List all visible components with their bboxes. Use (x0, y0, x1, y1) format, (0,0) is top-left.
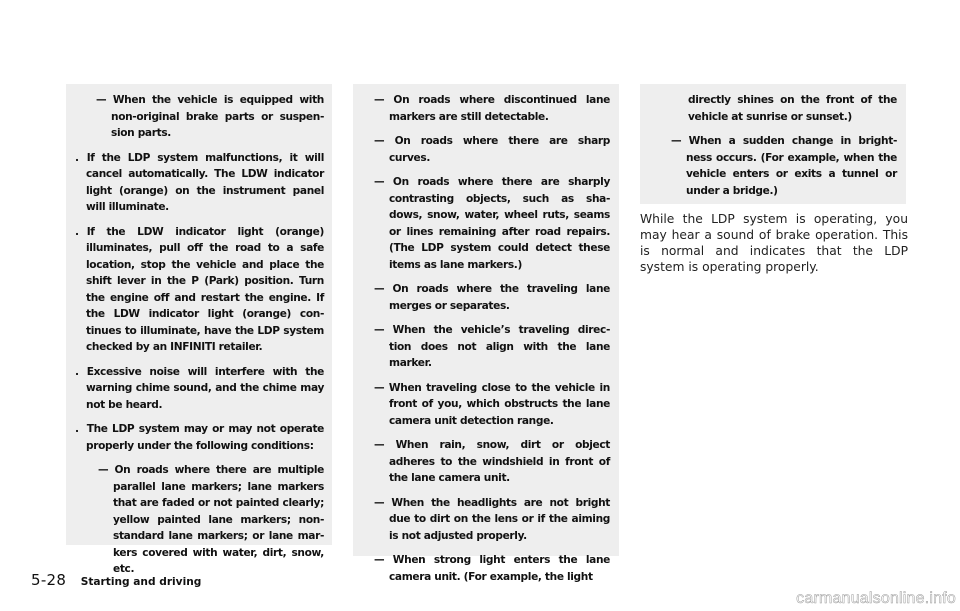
dash-item: — On roads where there are sharp curves. (374, 135, 610, 164)
note-box-left (66, 84, 332, 575)
dash-item: — When strong light enters the lane camera unit. (For example, the light (374, 554, 610, 583)
page-footer (31, 571, 201, 590)
bullet-icon: . (75, 423, 79, 435)
body-paragraph: While the LDP system is operating, you may hear a sound of brake operation. This is normal and indicates that the LDP system is operating properly. (640, 212, 908, 274)
dash-item-continued: directly shines on the front of the vehicle at sunrise or sunset.) (688, 94, 897, 123)
bullet-item: . The LDP system may or may not operate properly under the following conditions: (75, 423, 324, 452)
bullet-item: . Excessive noise will interfere with the warning chime sound, and the chime may not be heard. (75, 365, 324, 411)
bullet-icon: . (75, 151, 79, 164)
dash-item: — When a sudden change in bright- ness occurs. (For example, when the vehicle enters or exits a tunnel or under a bridge.) (671, 135, 897, 197)
dash-item: — On roads where there are sharply contrasting objects, such as sha- dows, snow, water, wheel ruts, seams or lines remaining after road repairs. (The LDP system could detect these items as lane markers.) (374, 176, 610, 271)
dash-item: — On roads where the traveling lane merges or separates. (374, 283, 610, 312)
dash-item: — When the vehicle is equipped with non-original brake parts or suspen- sion parts. (96, 94, 324, 139)
bullet-icon: . (75, 225, 79, 238)
watermark: carmanualsonline.info (796, 590, 956, 607)
bullet-icon: . (75, 365, 79, 378)
dash-item: — On roads where there are multiple parallel lane markers; lane markers that are faded or not painted clearly; yellow painted lane markers; non- standard lane markers; or lane mar- kers covered with water, dirt, snow, etc. (98, 464, 324, 575)
note-box-right (640, 84, 906, 204)
page-number: 5-28 (31, 571, 67, 589)
dash-item: — When the headlights are not bright due to dirt on the lens or if the aiming is not adjusted properly. (374, 496, 610, 542)
bullet-item: . If the LDP system malfunctions, it will cancel automatically. The LDW indicator light (orange) on the instrument panel will illuminate. (75, 151, 324, 213)
dash-item: — When rain, snow, dirt or object adheres to the windshield in front of the lane camera unit. (374, 439, 610, 484)
bullet-item: . If the LDW indicator light (orange) illuminates, pull off the road to a safe location, stop the vehicle and place the shift lever in the P (Park) position. Turn the engine off and restart the engine. If the LDW indicator light (orange) con- tinues to illuminate, have the LDP system checked by an INFINITI retailer. (75, 225, 324, 353)
dash-item: — When the vehicle’s traveling direc- tion does not align with the lane marker. (374, 324, 610, 369)
section-title: Starting and driving (80, 576, 202, 588)
dash-item: — When traveling close to the vehicle in front of you, which obstructs the lane camera unit detection range. (374, 381, 610, 427)
note-box-middle (353, 84, 619, 583)
dash-item: — On roads where discontinued lane markers are still detectable. (374, 94, 610, 123)
